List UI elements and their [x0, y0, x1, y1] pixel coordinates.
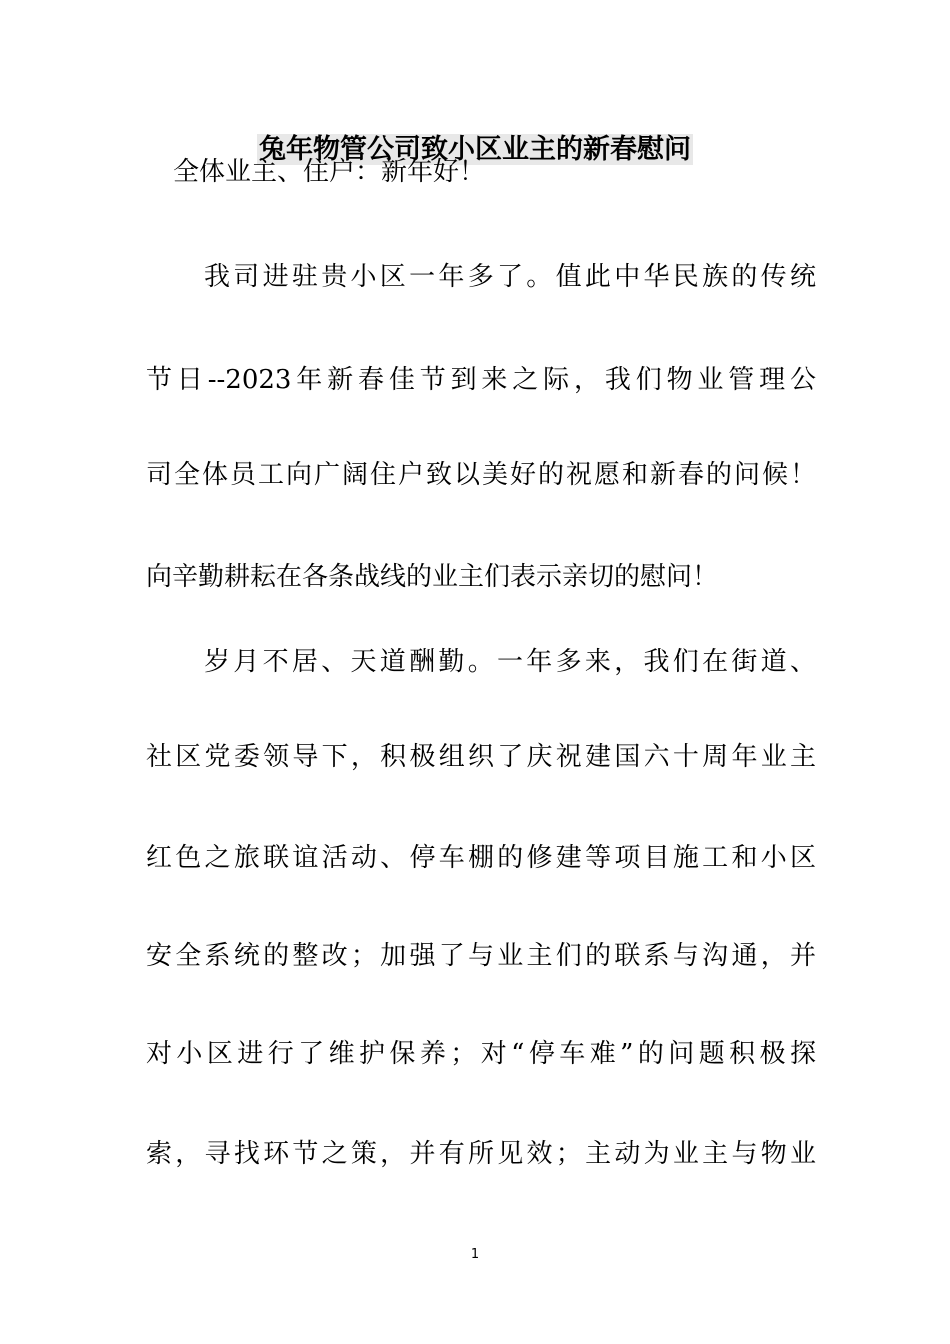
body-line-9: 对小区进行了维护保养；对“停车难”的问题积极探 [146, 1039, 816, 1069]
body-line-8: 安全系统的整改；加强了与业主们的联系与沟通，并 [146, 941, 816, 971]
greeting-line: 全体业主、住户：新年好！ [173, 157, 486, 187]
body-line-5: 岁月不居、天道酬勤。一年多来，我们在街道、 [204, 647, 816, 677]
body-line-7: 红色之旅联谊活动、停车棚的修建等项目施工和小区 [146, 843, 816, 873]
body-line-10: 索，寻找环节之策，并有所见效；主动为业主与物业 [146, 1139, 816, 1169]
body-line-1: 我司进驻贵小区一年多了。值此中华民族的传统 [204, 262, 816, 292]
document-title-text: 兔年物管公司致小区业主的新春慰问 [259, 134, 691, 165]
body-line-6: 社区党委领导下，积极组织了庆祝建国六十周年业主 [146, 742, 816, 772]
body-line-4: 向辛勤耕耘在各条战线的业主们表示亲切的慰问！ [146, 562, 719, 592]
body-line-3: 司全体员工向广阔住户致以美好的祝愿和新春的问候！ [146, 460, 816, 490]
body-line-2: 节日--2023年新春佳节到来之际，我们物业管理公 [146, 365, 816, 395]
page-number: 1 [470, 1247, 480, 1262]
